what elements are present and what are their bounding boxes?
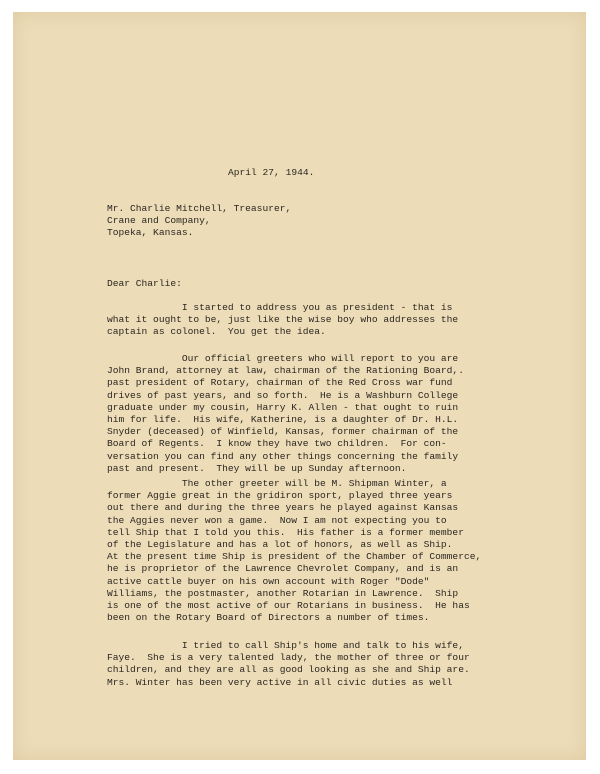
paragraph-line: past president of Rotary, chairman of the Red Cross war fund — [107, 377, 453, 389]
paragraph-line: I tried to call Ship's home and talk to his wife, — [107, 640, 464, 651]
paragraph-line: Snyder (deceased) of Winfield, Kansas, former chairman of the — [107, 426, 459, 438]
address-line: Topeka, Kansas. — [107, 227, 194, 239]
paragraph-line: Our official greeters who will report to you are — [107, 353, 459, 364]
letter-date: April 27, 1944. — [228, 167, 315, 178]
paragraph-line: drives of past years, and so forth. He is a Washburn College — [107, 389, 459, 401]
paragraph-1 — [107, 302, 458, 339]
address-line: Mr. Charlie Mitchell, Treasurer, — [107, 203, 292, 214]
paragraph-line: Mrs. Winter has been very active in all civic duties as well — [107, 676, 453, 688]
paragraph-line: past and present. They will be up Sunday afternoon. — [107, 462, 407, 474]
paragraph-line: been on the Rotary Board of Directors a number of times. — [107, 612, 430, 624]
paragraph-line: Faye. She is a very talented lady, the mother of three or four — [107, 652, 470, 664]
paragraph-line: out there and during the three years he played against Kansas — [107, 502, 459, 514]
paragraph-4 — [107, 640, 470, 689]
paragraph-line: I started to address you as president - that is — [107, 302, 453, 313]
paragraph-line: John Brand, attorney at law, chairman of the Rationing Board,. — [107, 365, 464, 377]
recipient-address — [107, 203, 291, 240]
paragraph-line: him for life. His wife, Katherine, is a daughter of Dr. H.L. — [107, 414, 459, 426]
paragraph-2 — [107, 353, 464, 475]
paragraph-line: the Aggies never won a game. Now I am not expecting you to — [107, 514, 447, 526]
paragraph-line: active cattle buyer on his own account with Roger "Dode" — [107, 575, 430, 587]
paragraph-line: The other greeter will be M. Shipman Winter, a — [107, 478, 447, 489]
paragraph-line: is one of the most active of our Rotarians in business. He has — [107, 600, 470, 612]
letter-page — [13, 12, 586, 760]
paragraph-line: versation you can find any other things concerning the family — [107, 450, 459, 462]
paragraph-line: what it ought to be, just like the wise boy who addresses the — [107, 314, 459, 326]
address-line: Crane and Company, — [107, 215, 211, 227]
paragraph-line: graduate under my cousin, Harry K. Allen - that ought to ruin — [107, 401, 459, 413]
paragraph-line: tell Ship that I told you this. His father is a former member — [107, 526, 464, 538]
paragraph-line: former Aggie great in the gridiron sport, played three years — [107, 490, 453, 502]
paragraph-line: At the present time Ship is president of the Chamber of Commerce, — [107, 551, 482, 563]
salutation: Dear Charlie: — [107, 278, 182, 289]
paragraph-line: Board of Regents. I know they have two children. For con- — [107, 438, 447, 450]
paragraph-line: Williams, the postmaster, another Rotarian in Lawrence. Ship — [107, 587, 459, 599]
paragraph-line: of the Legislature and has a lot of honors, as well as Ship. — [107, 539, 453, 551]
paragraph-line: children, and they are all as good looking as she and Ship are. — [107, 664, 470, 676]
paragraph-line: captain as colonel. You get the idea. — [107, 326, 326, 338]
paragraph-line: he is proprietor of the Lawrence Chevrolet Company, and is an — [107, 563, 459, 575]
paragraph-3 — [107, 478, 481, 624]
